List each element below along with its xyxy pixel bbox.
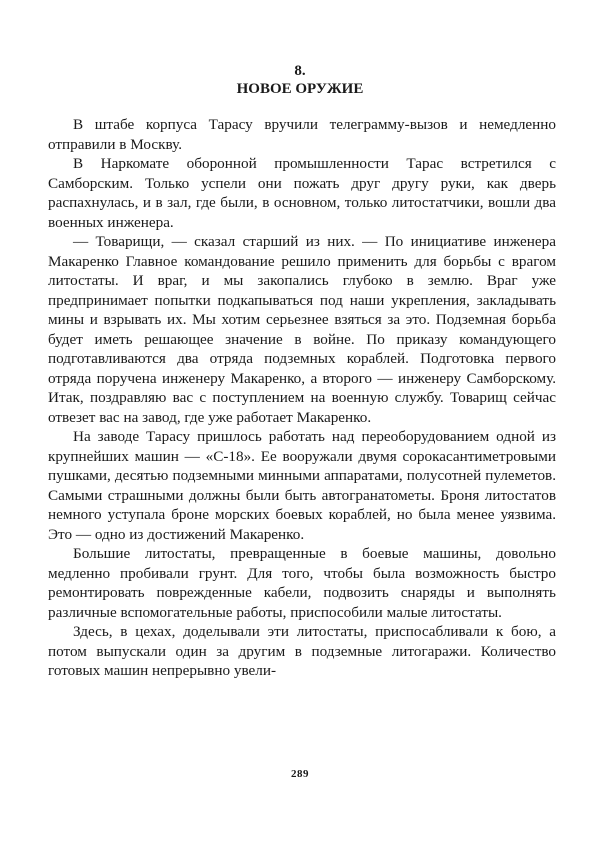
paragraph-3: — Товарищи, — сказал старший из них. — По инициативе инженера Макаренко Главное командование решило применить для борьбы с врагом литостаты. И враг, и мы закопались глубоко в землю. Враг уже предпринимает попытки подкапываться под наши укрепления, закладывать мины и взрывать их. Мы хотим серьезнее взяться за это. Подземная борьба будет иметь решающее значение в войне. По приказу командующего подготавливаются два отряда подземных кораблей. Подготовка первого отряда поручена инженеру Макаренко, а второго — инженеру Самборскому. Итак, поздравляю вас с поступлением на военную службу. Товарищ сейчас отвезет вас на завод, где уже работает Макаренко. <box>48 233 556 426</box>
paragraph-1: В штабе корпуса Тарасу вручили телеграмму-вызов и немедленно отправили в Москву. <box>48 116 556 153</box>
paragraph-6: Здесь, в цехах, доделывали эти литостаты, приспосабливали к бою, а потом выпускали один за другим в подземные литогаражи. Количество готовых машин непрерывно увели- <box>48 623 556 679</box>
page-number: 289 <box>291 768 309 780</box>
paragraph-4: На заводе Тарасу пришлось работать над переоборудованием одной из крупнейших машин — «С-18». Ее вооружали двумя сорокасантиметровыми пушками, десятью подземными минными аппаратами, полусотней пулеметов. Самыми страшными должны были быть автогранатометы. Броня литостатов немного уступала броне морских боевых кораблей, но была менее уязвима. Это — одно из достижений Макаренко. <box>48 428 556 543</box>
paragraph-2: В Наркомате оборонной промышленности Тарас встретился с Самборским. Только успели они пожать друг другу руки, как дверь распахнулась, и в зал, где были, в основном, только литостатчики, вошли два военных инженера. <box>48 155 556 231</box>
chapter-number: 8. <box>294 63 306 79</box>
text-body <box>48 115 556 681</box>
chapter-title: НОВОЕ ОРУЖИЕ <box>236 81 364 97</box>
paragraph-5: Большие литостаты, превращенные в боевые машины, довольно медленно пробивали грунт. Для того, чтобы была возможность быстро ремонтировать поврежденные кабели, подвозить снаряды и выполнять различные вспомогательные работы, приспособили малые литостаты. <box>48 545 556 621</box>
